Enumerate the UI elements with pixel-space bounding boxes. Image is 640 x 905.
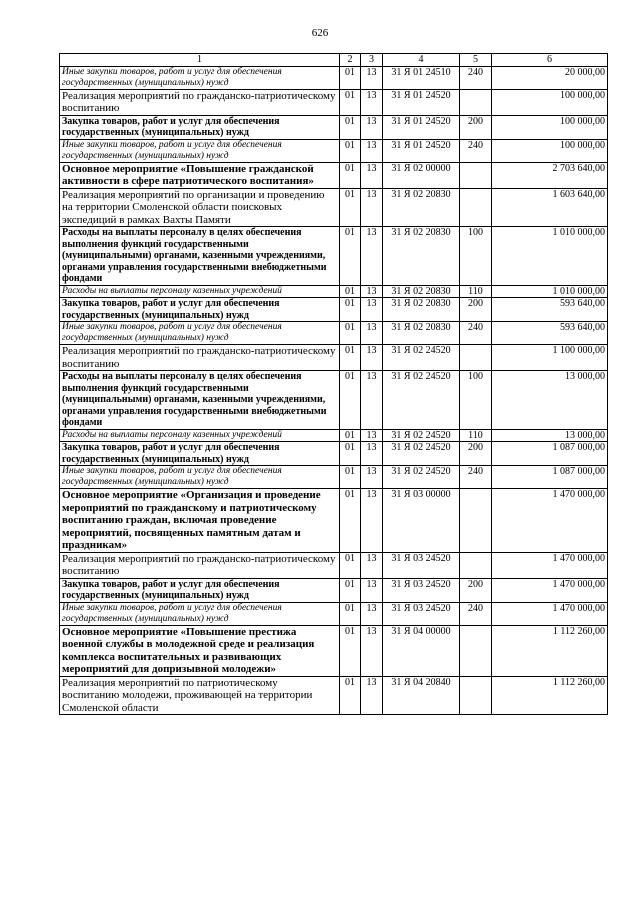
row-section-cell: 01 <box>340 371 361 430</box>
row-section-cell: 01 <box>340 676 361 715</box>
table-row <box>60 89 608 115</box>
row-code-cell: 31 Я 03 00000 <box>383 489 460 553</box>
table-row <box>60 188 608 227</box>
row-code-cell: 31 Я 01 24520 <box>383 89 460 115</box>
row-amount-cell: 2 703 640,00 <box>492 162 608 188</box>
row-section-cell: 01 <box>340 345 361 371</box>
row-name-cell: Реализация мероприятий по организации и проведению на территории Смоленской области поисковых экспедиций в рамках Вахты Памяти <box>60 188 340 227</box>
row-name-cell: Реализация мероприятий по гражданско-патриотическому воспитанию <box>60 89 340 115</box>
header-col-2: 2 <box>340 54 361 67</box>
row-name-cell: Реализация мероприятий по гражданско-патриотическому воспитанию <box>60 345 340 371</box>
row-code-cell: 31 Я 04 20840 <box>383 676 460 715</box>
row-subsection-cell: 13 <box>361 442 383 466</box>
row-expense-type-cell: 240 <box>460 602 492 625</box>
table-row <box>60 285 608 298</box>
row-subsection-cell: 13 <box>361 578 383 602</box>
row-section-cell: 01 <box>340 489 361 553</box>
row-subsection-cell: 13 <box>361 227 383 286</box>
row-amount-cell: 13 000,00 <box>492 429 608 442</box>
row-name-cell: Иные закупки товаров, работ и услуг для обеспечения государственных (муниципальных) нужд <box>60 139 340 162</box>
row-name-cell: Реализация мероприятий по патриотическому воспитанию молодежи, проживающей на территории Смоленской области <box>60 676 340 715</box>
row-amount-cell: 1 112 260,00 <box>492 676 608 715</box>
row-expense-type-cell: 240 <box>460 66 492 89</box>
row-name-cell: Основное мероприятие «Повышение гражданской активности в сфере патриотического воспитания» <box>60 162 340 188</box>
row-amount-cell: 593 640,00 <box>492 298 608 322</box>
row-code-cell: 31 Я 03 24520 <box>383 602 460 625</box>
row-code-cell: 31 Я 02 20830 <box>383 322 460 345</box>
header-col-3: 3 <box>361 54 383 67</box>
row-section-cell: 01 <box>340 162 361 188</box>
row-amount-cell: 1 470 000,00 <box>492 552 608 578</box>
row-subsection-cell: 13 <box>361 188 383 227</box>
table-row <box>60 139 608 162</box>
row-name-cell: Закупка товаров, работ и услуг для обеспечения государственных (муниципальных) нужд <box>60 298 340 322</box>
row-amount-cell: 1 470 000,00 <box>492 489 608 553</box>
row-section-cell: 01 <box>340 227 361 286</box>
row-subsection-cell: 13 <box>361 298 383 322</box>
row-subsection-cell: 13 <box>361 602 383 625</box>
row-expense-type-cell: 200 <box>460 115 492 139</box>
row-code-cell: 31 Я 03 24520 <box>383 552 460 578</box>
row-amount-cell: 1 010 000,00 <box>492 285 608 298</box>
row-expense-type-cell: 110 <box>460 429 492 442</box>
row-name-cell: Расходы на выплаты персоналу казенных учреждений <box>60 285 340 298</box>
row-expense-type-cell <box>460 676 492 715</box>
row-subsection-cell: 13 <box>361 489 383 553</box>
table-row <box>60 227 608 286</box>
row-section-cell: 01 <box>340 578 361 602</box>
table-row <box>60 429 608 442</box>
table-row <box>60 602 608 625</box>
table-row <box>60 466 608 489</box>
row-amount-cell: 1 087 000,00 <box>492 466 608 489</box>
row-expense-type-cell: 200 <box>460 578 492 602</box>
row-amount-cell: 1 100 000,00 <box>492 345 608 371</box>
row-expense-type-cell <box>460 162 492 188</box>
table-row <box>60 115 608 139</box>
row-code-cell: 31 Я 02 24520 <box>383 442 460 466</box>
row-expense-type-cell <box>460 552 492 578</box>
table-row <box>60 552 608 578</box>
row-code-cell: 31 Я 04 00000 <box>383 625 460 676</box>
row-name-cell: Реализация мероприятий по гражданско-патриотическому воспитанию <box>60 552 340 578</box>
table-body <box>60 66 608 715</box>
row-code-cell: 31 Я 03 24520 <box>383 578 460 602</box>
row-amount-cell: 1 603 640,00 <box>492 188 608 227</box>
row-expense-type-cell: 240 <box>460 139 492 162</box>
row-code-cell: 31 Я 02 00000 <box>383 162 460 188</box>
row-amount-cell: 100 000,00 <box>492 115 608 139</box>
row-amount-cell: 13 000,00 <box>492 371 608 430</box>
row-subsection-cell: 13 <box>361 139 383 162</box>
row-amount-cell: 100 000,00 <box>492 89 608 115</box>
row-expense-type-cell: 240 <box>460 322 492 345</box>
row-name-cell: Расходы на выплаты персоналу в целях обеспечения выполнения функций государственными (муниципальными) органами, казенными учреждениями, органами управления государственными внебюджетными фондами <box>60 227 340 286</box>
table-row <box>60 322 608 345</box>
row-code-cell: 31 Я 02 24520 <box>383 429 460 442</box>
row-name-cell: Основное мероприятие «Повышение престижа военной службы в молодежной среде и реализация комплекса воспитательных и развивающих мероприятий для допризывной молодежи» <box>60 625 340 676</box>
header-col-6: 6 <box>492 54 608 67</box>
row-expense-type-cell <box>460 188 492 227</box>
row-section-cell: 01 <box>340 429 361 442</box>
table-row <box>60 298 608 322</box>
row-code-cell: 31 Я 01 24520 <box>383 115 460 139</box>
row-code-cell: 31 Я 02 24520 <box>383 371 460 430</box>
row-section-cell: 01 <box>340 602 361 625</box>
row-amount-cell: 1 087 000,00 <box>492 442 608 466</box>
row-name-cell: Иные закупки товаров, работ и услуг для обеспечения государственных (муниципальных) нужд <box>60 66 340 89</box>
table-header-row <box>60 54 608 67</box>
row-amount-cell: 20 000,00 <box>492 66 608 89</box>
row-section-cell: 01 <box>340 188 361 227</box>
row-section-cell: 01 <box>340 322 361 345</box>
row-section-cell: 01 <box>340 552 361 578</box>
table-row <box>60 578 608 602</box>
row-expense-type-cell: 100 <box>460 227 492 286</box>
table-row <box>60 345 608 371</box>
row-expense-type-cell: 200 <box>460 442 492 466</box>
table-row <box>60 676 608 715</box>
row-name-cell: Иные закупки товаров, работ и услуг для обеспечения государственных (муниципальных) нужд <box>60 602 340 625</box>
header-col-4: 4 <box>383 54 460 67</box>
row-code-cell: 31 Я 02 20830 <box>383 188 460 227</box>
row-code-cell: 31 Я 02 24520 <box>383 466 460 489</box>
row-subsection-cell: 13 <box>361 115 383 139</box>
row-name-cell: Закупка товаров, работ и услуг для обеспечения государственных (муниципальных) нужд <box>60 578 340 602</box>
table-row <box>60 162 608 188</box>
row-amount-cell: 1 112 260,00 <box>492 625 608 676</box>
row-expense-type-cell: 240 <box>460 466 492 489</box>
row-amount-cell: 1 470 000,00 <box>492 602 608 625</box>
row-expense-type-cell: 200 <box>460 298 492 322</box>
row-section-cell: 01 <box>340 115 361 139</box>
row-name-cell: Иные закупки товаров, работ и услуг для обеспечения государственных (муниципальных) нужд <box>60 322 340 345</box>
row-amount-cell: 1 010 000,00 <box>492 227 608 286</box>
page-number: 626 <box>311 27 329 39</box>
row-section-cell: 01 <box>340 89 361 115</box>
row-section-cell: 01 <box>340 625 361 676</box>
row-code-cell: 31 Я 02 20830 <box>383 227 460 286</box>
row-expense-type-cell: 100 <box>460 371 492 430</box>
row-expense-type-cell <box>460 625 492 676</box>
row-subsection-cell: 13 <box>361 345 383 371</box>
row-subsection-cell: 13 <box>361 552 383 578</box>
row-section-cell: 01 <box>340 298 361 322</box>
row-amount-cell: 100 000,00 <box>492 139 608 162</box>
row-subsection-cell: 13 <box>361 322 383 345</box>
row-amount-cell: 1 470 000,00 <box>492 578 608 602</box>
row-section-cell: 01 <box>340 66 361 89</box>
row-expense-type-cell: 110 <box>460 285 492 298</box>
row-subsection-cell: 13 <box>361 676 383 715</box>
table-row <box>60 371 608 430</box>
row-subsection-cell: 13 <box>361 66 383 89</box>
row-section-cell: 01 <box>340 139 361 162</box>
row-code-cell: 31 Я 02 20830 <box>383 285 460 298</box>
row-expense-type-cell <box>460 345 492 371</box>
row-section-cell: 01 <box>340 285 361 298</box>
row-subsection-cell: 13 <box>361 466 383 489</box>
row-name-cell: Закупка товаров, работ и услуг для обеспечения государственных (муниципальных) нужд <box>60 115 340 139</box>
table-row <box>60 489 608 553</box>
row-subsection-cell: 13 <box>361 285 383 298</box>
row-code-cell: 31 Я 01 24510 <box>383 66 460 89</box>
row-expense-type-cell <box>460 89 492 115</box>
row-subsection-cell: 13 <box>361 625 383 676</box>
row-subsection-cell: 13 <box>361 371 383 430</box>
row-subsection-cell: 13 <box>361 429 383 442</box>
row-code-cell: 31 Я 02 24520 <box>383 345 460 371</box>
header-col-5: 5 <box>460 54 492 67</box>
row-name-cell: Основное мероприятие «Организация и проведение мероприятий по гражданскому и патриотическому воспитанию граждан, включая проведение мероприятий, посвященных памятным датам и праздникам» <box>60 489 340 553</box>
row-name-cell: Расходы на выплаты персоналу в целях обеспечения выполнения функций государственными (муниципальными) органами, казенными учреждениями, органами управления государственными внебюджетными фондами <box>60 371 340 430</box>
row-name-cell: Закупка товаров, работ и услуг для обеспечения государственных (муниципальных) нужд <box>60 442 340 466</box>
row-section-cell: 01 <box>340 442 361 466</box>
table-row <box>60 625 608 676</box>
table-row <box>60 66 608 89</box>
row-code-cell: 31 Я 01 24520 <box>383 139 460 162</box>
row-subsection-cell: 13 <box>361 89 383 115</box>
table-row <box>60 442 608 466</box>
row-name-cell: Расходы на выплаты персоналу казенных учреждений <box>60 429 340 442</box>
row-code-cell: 31 Я 02 20830 <box>383 298 460 322</box>
budget-table <box>59 53 608 715</box>
row-name-cell: Иные закупки товаров, работ и услуг для обеспечения государственных (муниципальных) нужд <box>60 466 340 489</box>
row-amount-cell: 593 640,00 <box>492 322 608 345</box>
row-section-cell: 01 <box>340 466 361 489</box>
row-expense-type-cell <box>460 489 492 553</box>
row-subsection-cell: 13 <box>361 162 383 188</box>
header-col-1: 1 <box>60 54 340 67</box>
